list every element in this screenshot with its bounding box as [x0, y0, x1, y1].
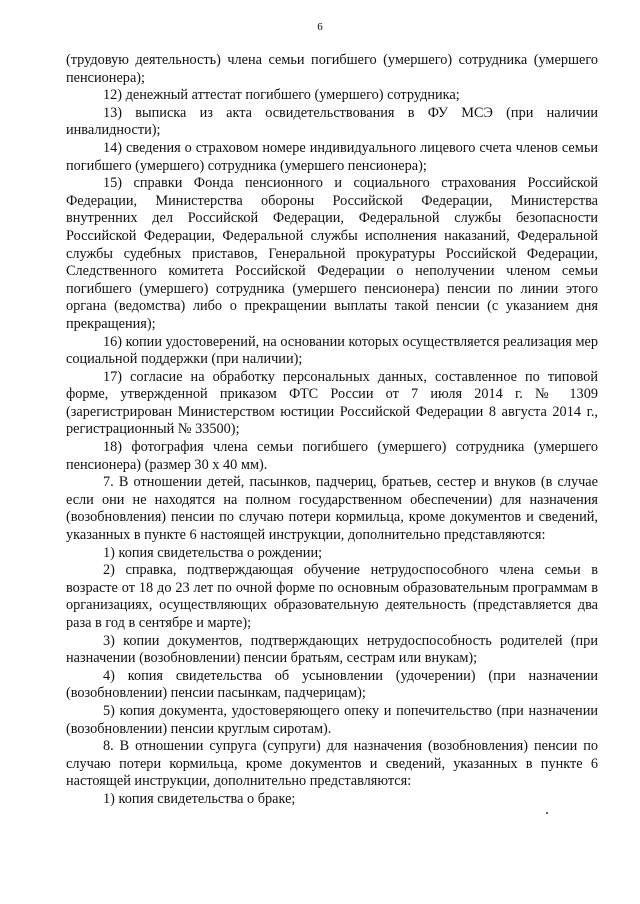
- paragraph-item-18: 18) фотография члена семьи погибшего (умершего) сотрудника (умершего пенсионера) (размер 30 х 40 мм).: [66, 439, 598, 473]
- paragraph-continuation: (трудовую деятельность) члена семьи погибшего (умершего) сотрудника (умершего пенсионера);: [66, 52, 598, 86]
- paragraph-section-8: 8. В отношении супруга (супруги) для назначения (возобновления) пенсии по случаю потери кормильца, кроме документов и сведений, указанных в пункте 6 настоящей инструкции, дополнительно представляются:: [66, 738, 598, 790]
- document-body: [66, 52, 598, 809]
- page-number: 6: [317, 21, 323, 33]
- paragraph-s7-item-3: 3) копии документов, подтверждающих нетрудоспособность родителей (при назначении (возобновлении) пенсии братьям, сестрам или внукам);: [66, 632, 598, 667]
- paragraph-section-7: 7. В отношении детей, пасынков, падчериц, братьев, сестер и внуков (в случае если они не находятся на полном государственном обеспечении) для назначения (возобновления) пенсии по случаю потери кормильца, кроме документов и сведений, указанных в пункте 6 настоящей инструкции, дополнительно представляются:: [66, 474, 598, 544]
- paragraph-s7-item-5: 5) копия документа, удостоверяющего опеку и попечительство (при назначении (возобновлении) пенсии круглым сиротам).: [66, 702, 598, 737]
- paragraph-s8-item-1: 1) копия свидетельства о браке;: [103, 790, 296, 807]
- paragraph-s7-item-2: 2) справка, подтверждающая обучение нетрудоспособного члена семьи в возрасте от 18 до 23 лет по очной форме по основным образовательным программам в организациях, осуществляющих образовательную деятельность (представляется два раза в год в сентябре и марте);: [66, 562, 598, 631]
- paragraph-item-16: 16) копии удостоверений, на основании которых осуществляется реализация мер социальной поддержки (при наличии);: [66, 333, 598, 368]
- paragraph-s7-item-1: 1) копия свидетельства о рождении;: [103, 544, 323, 561]
- paragraph-s7-item-4: 4) копия свидетельства об усыновлении (удочерении) (при назначении (возобновлении) пенсии пасынкам, падчерицам);: [66, 667, 598, 702]
- paragraph-item-14: 14) сведения о страховом номере индивидуального лицевого счета членов семьи погибшего (умершего) сотрудника (умершего пенсионера);: [66, 139, 598, 174]
- paragraph-item-13: 13) выписка из акта освидетельствования в ФУ МСЭ (при наличии инвалидности);: [66, 104, 598, 139]
- paragraph-item-15: 15) справки Фонда пенсионного и социального страхования Российской Федерации, Министерства обороны Российской Федерации, Министерства внутренних дел Российской Федерации, Федеральной службы безопасности Российской Федерации, Федеральной службы исполнения наказаний, Федеральной службы судебных приставов, Генеральной прокуратуры Российской Федерации, Следственного комитета Российской Федерации о неполучении членом семьи погибшего (умершего) сотрудника (умершего пенсионера) пенсии по линии этого органа (ведомства) либо о прекращении выплаты такой пенсии (с указанием дня прекращения);: [66, 175, 598, 332]
- paragraph-item-17: 17) согласие на обработку персональных данных, составленное по типовой форме, утвержденной приказом ФТС России от 7 июля 2014 г. № 1309 (зарегистрирован Министерством юстиции Российской Федерации 8 августа 2014 г., регистрационный № 33500);: [66, 368, 598, 438]
- scan-speck: [546, 812, 548, 814]
- paragraph-item-12: 12) денежный аттестат погибшего (умершего) сотрудника;: [103, 87, 460, 104]
